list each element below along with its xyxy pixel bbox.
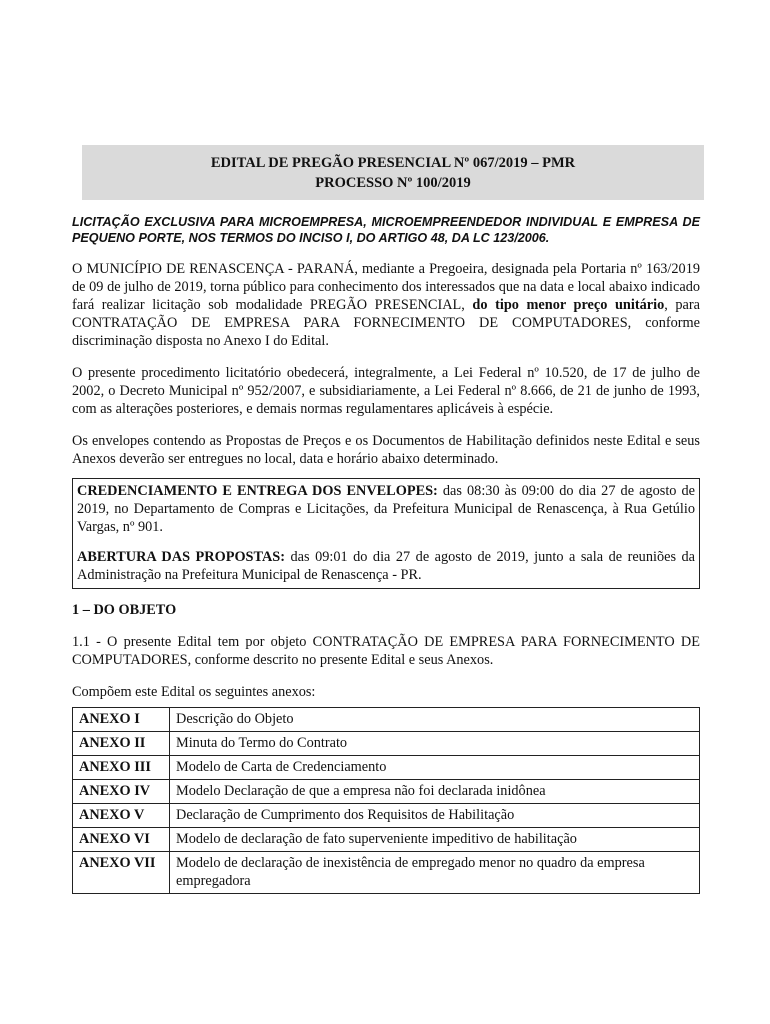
intro-bold: do tipo menor preço unitário xyxy=(472,297,665,313)
intro-text-1: O MUNICÍPIO DE RENASCENÇA - PARANÁ, mediante a Pregoeira, designada pela Portaria nº 163/2019 de 09 de julho de 2019, torna público para conhecimento dos interessados que na data e local abaixo indicado fará realizar licitação sob modalidade PREGÃO PRESENCIAL, xyxy=(72,261,700,313)
table-row xyxy=(73,756,700,780)
annex-desc: Modelo Declaração de que a empresa não foi declarada inidônea xyxy=(170,780,700,804)
legal-basis-paragraph: O presente procedimento licitatório obedecerá, integralmente, a Lei Federal nº 10.520, de 17 de julho de 2002, o Decreto Municipal nº 952/2007, e subsidiariamente, a Lei Federal nº 8.666, de 21 de junho de 1993, com as alterações posteriores, e demais normas regulamentares aplicáveis à espécie. xyxy=(72,365,700,417)
table-row xyxy=(73,828,700,852)
document-title-box xyxy=(82,145,704,200)
intro-paragraph xyxy=(72,260,700,350)
annexes-intro: Compõem este Edital os seguintes anexos: xyxy=(72,684,316,700)
intro-text-2: , para CONTRATAÇÃO DE EMPRESA PARA FORNECIMENTO DE COMPUTADORES, conforme discriminação disposta no Anexo I do Edital. xyxy=(72,297,700,349)
edital-title: EDITAL DE PREGÃO PRESENCIAL Nº 067/2019 – PMR xyxy=(210,155,576,171)
credenciamento-label: CREDENCIAMENTO E ENTREGA DOS ENVELOPES: xyxy=(77,483,438,499)
annex-desc: Modelo de Carta de Credenciamento xyxy=(170,756,700,780)
annex-desc: Declaração de Cumprimento dos Requisitos de Habilitação xyxy=(170,804,700,828)
annex-key: ANEXO VI xyxy=(73,828,170,852)
annex-key: ANEXO I xyxy=(73,708,170,732)
annex-key: ANEXO V xyxy=(73,804,170,828)
abertura-text: das 09:01 do dia 27 de agosto de 2019, junto a sala de reuniões da Administração na Prefeitura Municipal de Renascença - PR. xyxy=(77,549,695,583)
annex-key: ANEXO III xyxy=(73,756,170,780)
table-row xyxy=(73,708,700,732)
exclusive-notice: LICITAÇÃO EXCLUSIVA PARA MICROEMPRESA, MICROEMPREENDEDOR INDIVIDUAL E EMPRESA DE PEQUENO PORTE, NOS TERMOS DO INCISO I, DO ARTIGO 48, DA LC 123/2006. xyxy=(72,215,700,245)
section-heading-objeto: 1 – DO OBJETO xyxy=(72,602,177,618)
annex-key: ANEXO VII xyxy=(73,852,170,894)
abertura-paragraph xyxy=(77,548,695,584)
annex-desc: Modelo de declaração de fato superveniente impeditivo de habilitação xyxy=(170,828,700,852)
abertura-label: ABERTURA DAS PROPOSTAS: xyxy=(77,549,286,565)
annexes-table xyxy=(72,707,700,894)
annex-key: ANEXO II xyxy=(73,732,170,756)
table-row xyxy=(73,804,700,828)
table-row xyxy=(73,852,700,894)
annex-desc: Descrição do Objeto xyxy=(170,708,700,732)
annex-key: ANEXO IV xyxy=(73,780,170,804)
process-number: PROCESSO Nº 100/2019 xyxy=(315,175,471,191)
envelopes-paragraph: Os envelopes contendo as Propostas de Preços e os Documentos de Habilitação definidos neste Edital e seus Anexos deverão ser entregues no local, data e horário abaixo determinado. xyxy=(72,433,700,467)
table-row xyxy=(73,780,700,804)
schedule-box xyxy=(72,478,700,589)
annex-desc: Minuta do Termo do Contrato xyxy=(170,732,700,756)
credenciamento-paragraph xyxy=(77,482,695,536)
item-1-1: 1.1 - O presente Edital tem por objeto CONTRATAÇÃO DE EMPRESA PARA FORNECIMENTO DE COMPUTADORES, conforme descrito no presente Edital e seus Anexos. xyxy=(72,634,700,668)
annex-desc: Modelo de declaração de inexistência de empregado menor no quadro da empresa empregadora xyxy=(170,852,700,894)
table-row xyxy=(73,732,700,756)
credenciamento-text: das 08:30 às 09:00 do dia 27 de agosto de 2019, no Departamento de Compras e Licitações, da Prefeitura Municipal de Renascença, à Rua Getúlio Vargas, nº 901. xyxy=(77,483,695,535)
